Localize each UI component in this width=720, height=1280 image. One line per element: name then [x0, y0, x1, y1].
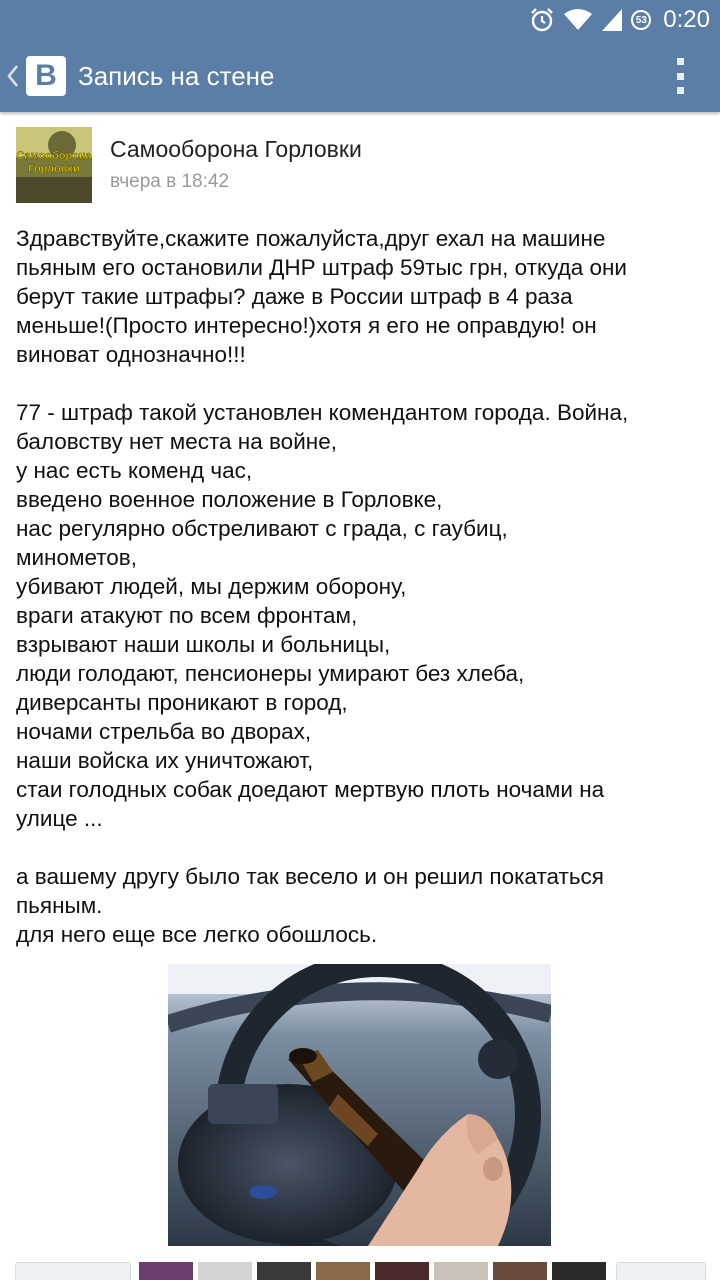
liker-avatar[interactable] — [552, 1262, 606, 1280]
post-text-line: пьяным его остановили ДНР штраф 59тыс грн, откуда они — [16, 255, 628, 280]
notification-count-badge: 53 — [631, 10, 651, 30]
post-text-line: ночами стрельба во дворах, — [16, 719, 312, 744]
post-text-line: Здравствуйте,скажите пожалуйста,друг ехал на машине — [16, 226, 606, 251]
like-button[interactable] — [15, 1262, 131, 1280]
vk-logo[interactable]: B — [26, 56, 66, 96]
post-text-line: для него еще все легко обошлось. — [16, 922, 378, 947]
back-chevron-icon[interactable] — [6, 62, 20, 90]
post-text-line: берут такие штрафы? даже в России штраф в 4 раза — [16, 284, 573, 309]
avatar-text-line2: Горловки — [28, 163, 80, 175]
post-text-line: виноват однозначно!!! — [16, 342, 246, 367]
group-avatar[interactable] — [16, 127, 92, 203]
post-text-line: наши войска их уничтожают, — [16, 748, 314, 773]
overflow-menu-icon[interactable] — [670, 58, 690, 94]
post-text-line: пьяным. — [16, 893, 103, 918]
liker-avatar[interactable] — [434, 1262, 488, 1280]
post-text — [16, 224, 706, 949]
liker-avatar[interactable] — [493, 1262, 547, 1280]
post-text-line: 77 - штраф такой установлен комендантом города. Война, — [16, 400, 629, 425]
post-author[interactable]: Самооборона Горловки — [110, 136, 362, 162]
page-title: Запись на стене — [78, 61, 275, 91]
post-photo[interactable] — [168, 964, 551, 1246]
status-time: 0:20 — [663, 6, 710, 33]
liker-avatar[interactable] — [316, 1262, 370, 1280]
post-text-line: минометов, — [16, 545, 137, 570]
wifi-icon — [563, 8, 593, 32]
paragraph-gap — [16, 369, 706, 398]
post-text-line: враги атакуют по всем фронтам, — [16, 603, 358, 628]
post-text-line: взрывают наши школы и больницы, — [16, 632, 391, 657]
app-bar — [0, 40, 720, 112]
post-time: вчера в 18:42 — [110, 171, 230, 192]
alarm-icon — [529, 7, 555, 33]
post-text-line: а вашему другу было так весело и он решил покататься — [16, 864, 604, 889]
avatar-text-line1: Самооборона — [16, 150, 92, 162]
share-button[interactable] — [616, 1262, 706, 1280]
post-text-line: баловству нет места на войне, — [16, 429, 337, 454]
post-text-line: стаи голодных собак доедают мертвую плоть ночами на — [16, 777, 605, 802]
post-text-line: нас регулярно обстреливают с града, с гаубиц, — [16, 516, 508, 541]
post-text-line: убивают людей, мы держим оборону, — [16, 574, 407, 599]
post-text-line: люди голодают, пенсионеры умирают без хлеба, — [16, 661, 525, 686]
paragraph-gap — [16, 833, 706, 862]
likers-strip — [0, 1262, 720, 1280]
signal-icon — [601, 8, 623, 32]
post-text-line: меньше!(Просто интересно!)хотя я его не оправдую! он — [16, 313, 597, 338]
liker-avatar[interactable] — [375, 1262, 429, 1280]
status-icons — [529, 0, 710, 40]
post-text-line: у нас есть коменд час, — [16, 458, 253, 483]
liker-avatar[interactable] — [198, 1262, 252, 1280]
post-text-line: введено военное положение в Горловке, — [16, 487, 443, 512]
liker-avatar[interactable] — [139, 1262, 193, 1280]
status-bar — [0, 0, 720, 40]
post-text-line: улице ... — [16, 806, 103, 831]
post-text-line: диверсанты проникают в город, — [16, 690, 348, 715]
liker-avatar[interactable] — [257, 1262, 311, 1280]
